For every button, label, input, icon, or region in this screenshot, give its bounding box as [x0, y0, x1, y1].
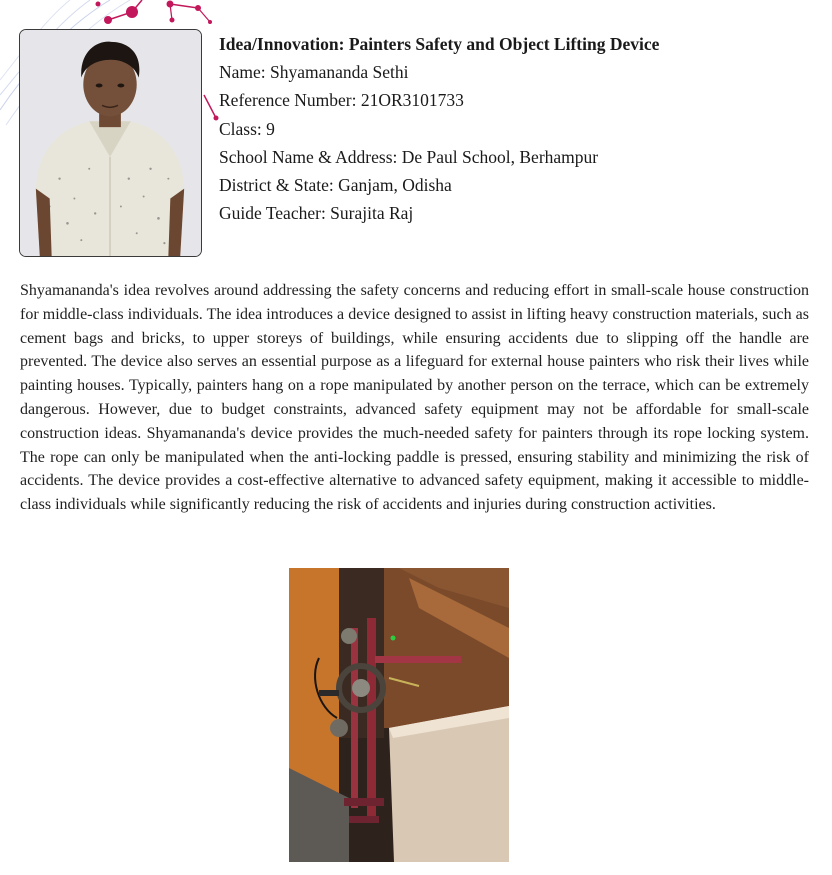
school-address: School Name & Address: De Paul School, Berhampur	[219, 146, 599, 167]
student-name: Name: Shyamananda Sethi	[219, 62, 409, 83]
idea-title: Idea/Innovation: Painters Safety and Object Lifting Device	[219, 34, 660, 54]
district-state: District & State: Ganjam, Odisha	[219, 175, 452, 196]
student-info	[219, 30, 819, 227]
guide-teacher: Guide Teacher: Surajita Raj	[219, 203, 414, 224]
lifting-device-illustration	[289, 568, 509, 862]
reference-number: Reference Number: 21OR3101733	[219, 90, 464, 111]
student-portrait-illustration	[20, 30, 201, 256]
device-photo	[289, 568, 509, 862]
student-photo	[19, 29, 202, 257]
student-class: Class: 9	[219, 118, 275, 139]
idea-description: Shyamananda's idea revolves around addressing the safety concerns and reducing effort in small-scale house construction for middle-class individuals. The idea introduces a device designed to assist in lifting heavy construction materials, such as cement bags and bricks, to upper storeys of buildings, while ensuring accidents due to slipping off the handle are prevented. The device also serves an essential purpose as a lifeguard for external house painters who risk their lives while painting houses. Typically, painters hang on a rope manipulated by another person on the terrace, which can be extremely dangerous. However, due to budget constraints, advanced safety equipment may not be affordable for small-scale construction ideas. Shyamananda's device provides the much-needed safety for painters through its rope locking system. The rope can only be manipulated when the anti-locking paddle is pressed, ensuring stability and minimizing the risk of accidents. The device provides a cost-effective alternative to advanced safety equipment, making it accessible to middle-class individuals while significantly reducing the risk of accidents and injuries during construction activities.	[20, 282, 809, 514]
